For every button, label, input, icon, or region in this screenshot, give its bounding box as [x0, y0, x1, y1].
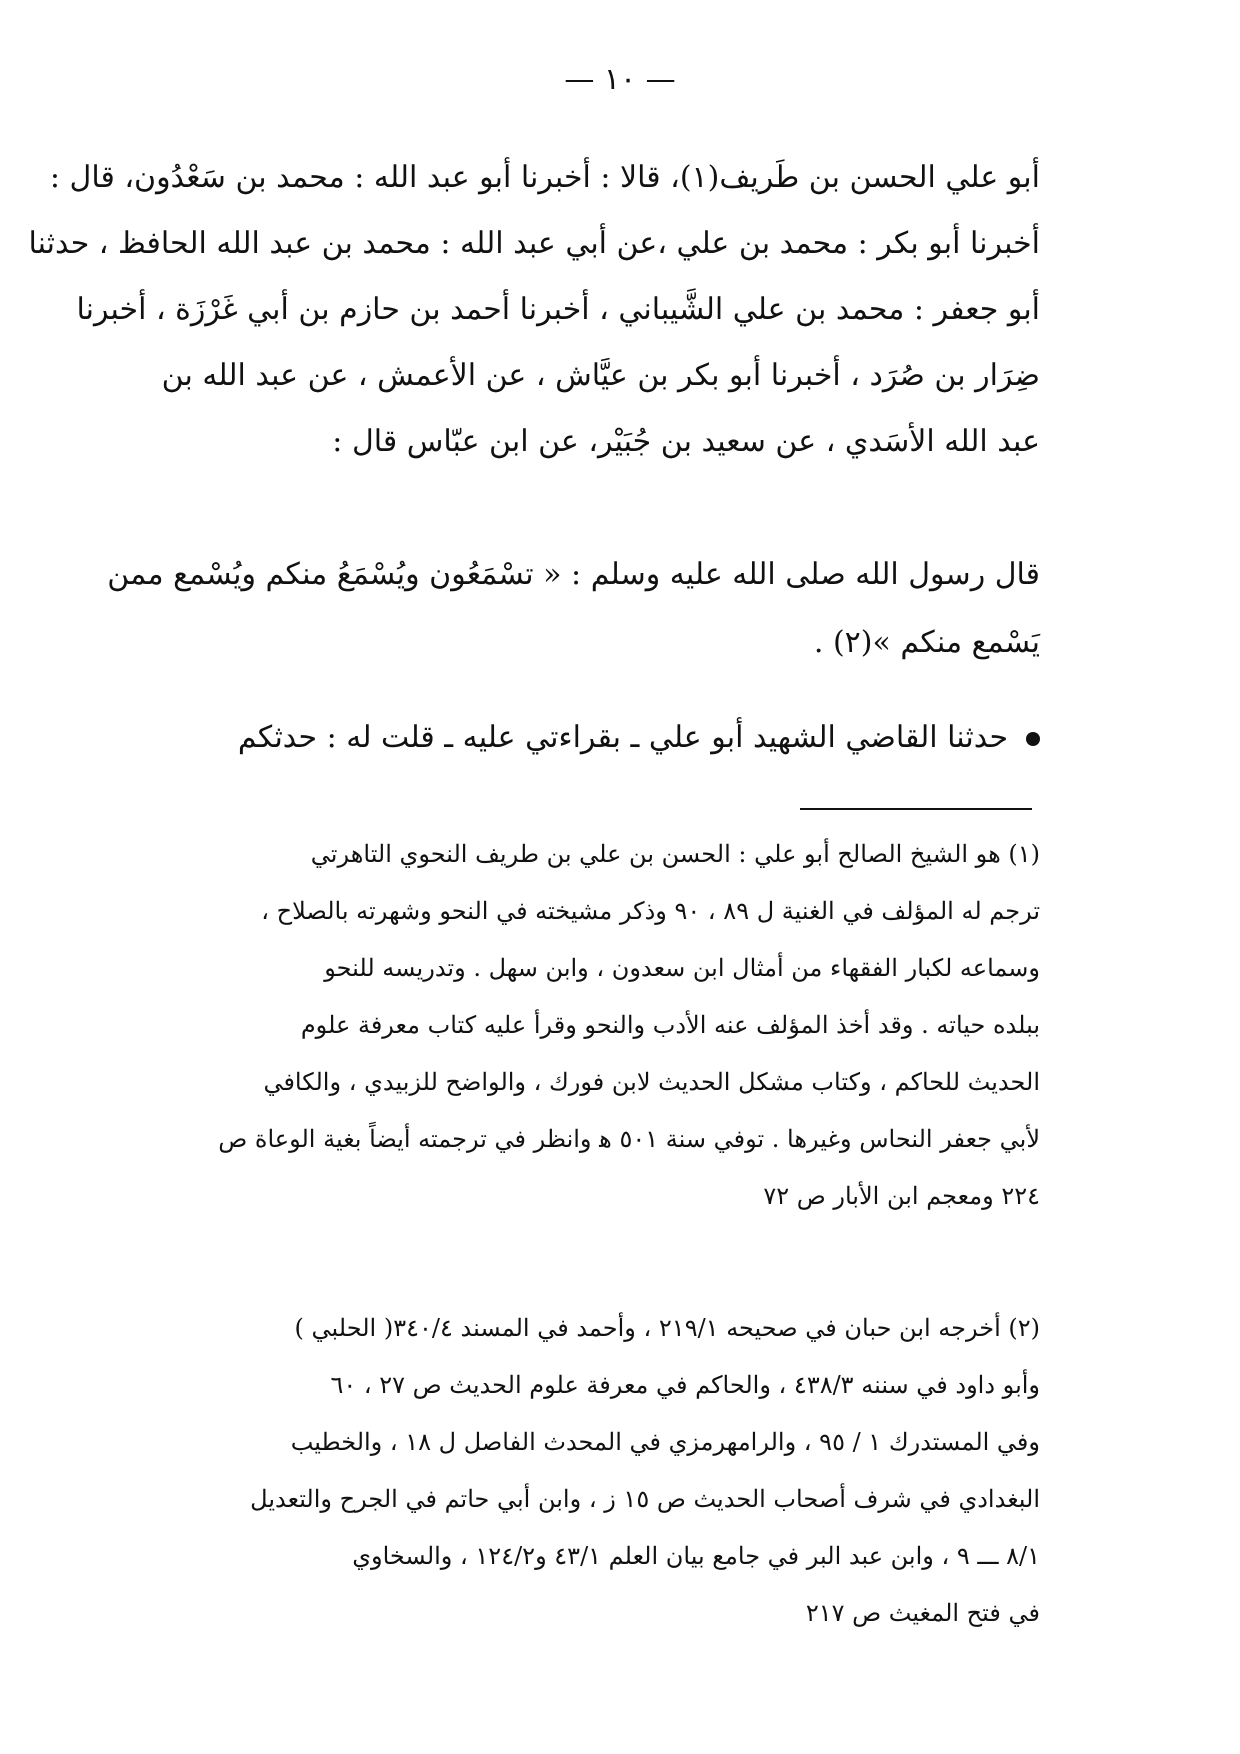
hadith-tail: [170, 610, 1040, 676]
next-narration: [170, 705, 1040, 771]
footnote-line: (٢) أخرجه ابن حبان في صحيحه ٢١٩/١ ، وأحمد في المسند ٣٤٠/٤( الحلبي ): [294, 1314, 1040, 1342]
next-narration-text: حدثنا القاضي الشهيد أبو علي ـ بقراءتي عليه ـ قلت له : حدثكم: [237, 720, 1008, 755]
isnad-line: عبد الله الأسَدي ، عن سعيد بن جُبَيْر، عن ابن عبّاس قال :: [332, 424, 1040, 459]
isnad-paragraph: [28, 145, 1040, 475]
footnote-2: [170, 1300, 1040, 1642]
bullet-icon: [1026, 732, 1040, 746]
isnad-line: أبو جعفر : محمد بن علي الشَّيباني ، أخبرنا أحمد بن حازم بن أبي غَرْزَة ، أخبرنا: [76, 292, 1040, 327]
next-narration-line: [170, 705, 1040, 771]
footnote-line: وأبو داود في سننه ٤٣٨/٣ ، والحاكم في معرفة علوم الحديث ص ٢٧ ، ٦٠: [330, 1371, 1040, 1399]
footnote-1: [170, 826, 1040, 1225]
hadith-paragraph: [107, 542, 1040, 608]
footnote-line: في فتح المغيث ص ٢١٧: [805, 1599, 1040, 1627]
page-number: — ١٠ —: [564, 62, 676, 97]
footnote-line: الحديث للحاكم ، وكتاب مشكل الحديث لابن فورك ، والواضح للزبيدي ، والكافي: [263, 1068, 1040, 1096]
footnote-separator: [800, 808, 1032, 810]
footnote-line: ٨/١ ـــ ٩ ، وابن عبد البر في جامع بيان العلم ٤٣/١ و١٢٤/٢ ، والسخاوي: [352, 1542, 1040, 1570]
footnote-line: البغدادي في شرف أصحاب الحديث ص ١٥ ز ، وابن أبي حاتم في الجرح والتعديل: [250, 1485, 1040, 1513]
isnad-line: أبو علي الحسن بن طَريف(١)، قالا : أخبرنا أبو عبد الله : محمد بن سَعْدُون، قال :: [49, 160, 1040, 195]
hadith-tail-line: يَسْمع منكم »(٢) .: [813, 625, 1040, 660]
hadith-line: قال رسول الله صلى الله عليه وسلم : « تسْمَعُون ويُسْمَعُ منكم ويُسْمع ممن: [107, 557, 1040, 592]
footnote-line: وسماعه لكبار الفقهاء من أمثال ابن سعدون ، وابن سهل . وتدريسه للنحو: [324, 954, 1040, 982]
footnote-line: ٢٢٤ ومعجم ابن الأبار ص ٧٢: [763, 1182, 1040, 1210]
footnote-line: ترجم له المؤلف في الغنية ل ٨٩ ، ٩٠ وذكر مشيخته في النحو وشهرته بالصلاح ،: [261, 897, 1040, 925]
footnote-line: ببلده حياته . وقد أخذ المؤلف عنه الأدب والنحو وقرأ عليه كتاب معرفة علوم: [300, 1011, 1040, 1039]
isnad-line: أخبرنا أبو بكر : محمد بن علي ،عن أبي عبد الله : محمد بن عبد الله الحافظ ، حدثنا: [28, 226, 1040, 261]
footnote-line: وفي المستدرك ١ / ٩٥ ، والرامهرمزي في المحدث الفاصل ل ١٨ ، والخطيب: [290, 1428, 1040, 1456]
footnote-line: (١) هو الشيخ الصالح أبو علي : الحسن بن علي بن طريف النحوي التاهرتي: [310, 840, 1040, 868]
footnote-line: لأبي جعفر النحاس وغيرها . توفي سنة ٥٠١ ﻫ وانظر في ترجمته أيضاً بغية الوعاة ص: [218, 1125, 1040, 1153]
isnad-line: ضِرَار بن صُرَد ، أخبرنا أبو بكر بن عيَّاش ، عن الأعمش ، عن عبد الله بن: [161, 358, 1040, 393]
